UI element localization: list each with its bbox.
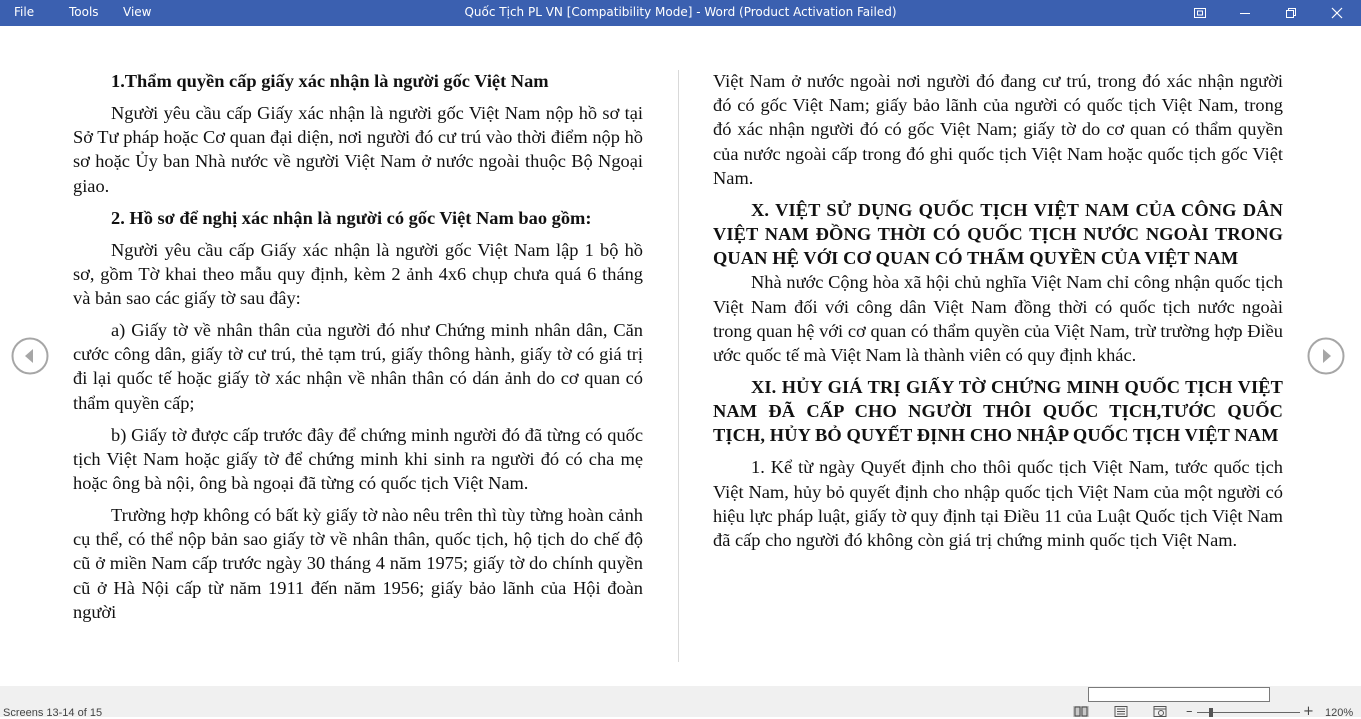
screen-count: Screens 13-14 of 15 xyxy=(3,707,103,719)
status-bar xyxy=(0,686,1361,717)
section-heading: X. VIỆT SỬ DỤNG QUỐC TỊCH VIỆT NAM CỦA CÔNG DÂN VIỆT NAM ĐỒNG THỜI CÓ QUỐC TỊCH NƯỚC NGOÀI TRONG QUAN HỆ VỚI CƠ QUAN CÓ THẨM QUYỀN CỦA VIỆT NAM xyxy=(713,199,1283,269)
paragraph: Người yêu cầu cấp Giấy xác nhận là người gốc Việt Nam lập 1 bộ hồ sơ, gồm Tờ khai theo mẫu quy định, kèm 2 ảnh 4x6 chụp chưa quá 6 tháng và bản sao các giấy tờ sau đây: xyxy=(73,239,643,309)
section-heading: XI. HỦY GIÁ TRỊ GIẤY TỜ CHỨNG MINH QUỐC TỊCH VIỆT NAM ĐÃ CẤP CHO NGƯỜI THÔI QUỐC TỊCH,TƯỚC QUỐC TỊCH, HỦY BỎ QUYẾT ĐỊNH CHO NHẬP QUỐC TỊCH VIỆT NAM xyxy=(713,377,1283,446)
page-divider xyxy=(678,70,679,662)
print-layout-icon[interactable] xyxy=(1114,706,1128,717)
paragraph: a) Giấy tờ về nhân thân của người đó như Chứng minh nhân dân, Căn cước công dân, giấy tờ cư trú, thẻ tạm trú, giấy thông hành, giấy tờ có giá trị đi lại quốc tế hoặc giấy tờ xác nhận về nhân thân có dán ảnh do cơ quan có thẩm quyền cấp; xyxy=(73,320,643,413)
read-mode-icon[interactable] xyxy=(1073,706,1089,717)
chevron-right-circle-icon xyxy=(1307,337,1345,375)
zoom-in-button[interactable]: + xyxy=(1303,704,1314,719)
read-mode-options-button[interactable] xyxy=(1177,0,1223,26)
chevron-left-circle-icon xyxy=(11,337,49,375)
close-icon xyxy=(1331,7,1343,19)
paragraph: Người yêu cầu cấp Giấy xác nhận là người gốc Việt Nam nộp hồ sơ tại Sở Tư pháp hoặc Cơ quan đại diện, nơi người đó cư trú vào thời điểm nộp hồ sơ hoặc Ủy ban Nhà nước về người Việt Nam ở nước ngoài thuộc Bộ Ngoại giao. xyxy=(73,103,643,196)
zoom-level[interactable]: 120% xyxy=(1325,707,1354,719)
left-page xyxy=(73,69,643,632)
paragraph: Trường hợp không có bất kỳ giấy tờ nào nêu trên thì tùy từng hoàn cảnh cụ thể, có thể nộp bản sao giấy tờ về nhân thân, quốc tịch, hộ tịch do chế độ cũ ở miền Nam cấp trước ngày 30 tháng 4 năm 1975; giấy tờ do chính quyền cũ ở Hà Nội cấp từ năm 1911 đến năm 1956; giấy bảo lãnh của Hội đoàn người xyxy=(73,505,643,622)
section-heading: 1.Thẩm quyền cấp giấy xác nhận là người gốc Việt Nam xyxy=(111,71,549,91)
paragraph: Nhà nước Cộng hòa xã hội chủ nghĩa Việt Nam chỉ công nhận quốc tịch Việt Nam đối với công dân Việt Nam đồng thời có quốc tịch nước ngoài trong quan hệ với cơ quan có thẩm quyền của Việt Nam, trừ trường hợp Điều ước quốc tế mà Việt Nam là thành viên có quy định khác. xyxy=(713,272,1283,366)
reading-area xyxy=(0,26,1361,686)
search-input[interactable] xyxy=(1088,687,1270,702)
paragraph: Việt Nam ở nước ngoài nơi người đó đang cư trú, trong đó xác nhận người đó có gốc Việt Nam; giấy bảo lãnh của người có quốc tịch Việt Nam, trong đó xác nhận người đó có gốc Việt Nam; giấy tờ do cơ quan có thẩm quyền của nước ngoài cấp trong đó ghi quốc tịch Việt Nam hoặc quốc tịch gốc Việt Nam. xyxy=(713,71,1283,188)
title-bar xyxy=(0,0,1361,26)
minimize-button[interactable] xyxy=(1222,0,1268,26)
right-page xyxy=(713,69,1283,560)
menu-file[interactable]: File xyxy=(14,5,35,19)
web-layout-icon[interactable] xyxy=(1153,706,1167,717)
minimize-icon xyxy=(1239,7,1251,19)
paragraph: 1. Kể từ ngày Quyết định cho thôi quốc tịch Việt Nam, tước quốc tịch Việt Nam, hủy bỏ quyết định cho nhập quốc tịch Việt Nam của một người có hiệu lực pháp luật, giấy tờ quy định tại Điều 11 của Luật Quốc tịch Việt Nam đã cấp cho người đó không còn giá trị chứng minh quốc tịch Việt Nam. xyxy=(713,457,1283,551)
window-title: Quốc Tịch PL VN [Compatibility Mode] - Word (Product Activation Failed) xyxy=(464,5,897,19)
restore-icon xyxy=(1285,7,1297,19)
menu-view[interactable]: View xyxy=(123,5,152,19)
restore-button[interactable] xyxy=(1268,0,1314,26)
next-screen-button[interactable] xyxy=(1307,337,1345,375)
zoom-slider-thumb[interactable] xyxy=(1209,708,1213,717)
zoom-out-button[interactable]: – xyxy=(1186,704,1193,719)
fit-screen-icon xyxy=(1193,7,1207,19)
previous-screen-button[interactable] xyxy=(11,337,49,375)
menu-tools[interactable]: Tools xyxy=(69,5,99,19)
close-button[interactable] xyxy=(1314,0,1360,26)
paragraph: b) Giấy tờ được cấp trước đây để chứng minh người đó đã từng có quốc tịch Việt Nam hoặc giấy tờ để chứng minh khi sinh ra người đó có cha mẹ hoặc ông bà nội, ông bà ngoại đã từng có quốc tịch Việt Nam. xyxy=(73,424,643,494)
section-heading: 2. Hồ sơ để nghị xác nhận là người có gốc Việt Nam bao gồm: xyxy=(111,207,592,228)
